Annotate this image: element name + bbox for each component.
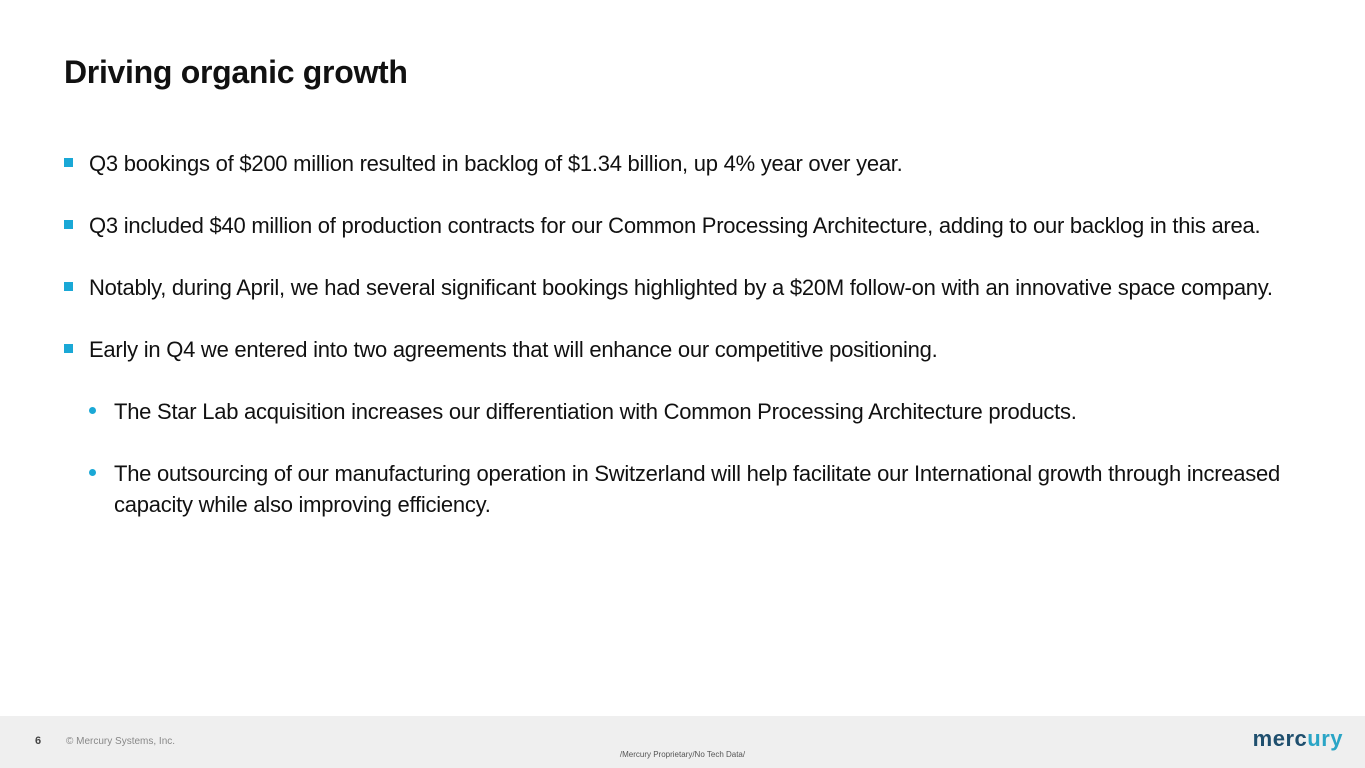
bullet-text: Q3 included $40 million of production contracts for our Common Processing Architecture, adding to our backlog in this area. [89, 213, 1261, 238]
square-bullet-icon [64, 158, 73, 167]
logo-text-part: ury [1307, 726, 1343, 751]
sub-bullet-text: The outsourcing of our manufacturing operation in Switzerland will help facilitate our International growth through increased capacity while also improving efficiency. [114, 461, 1280, 517]
sub-bullet-text: The Star Lab acquisition increases our differentiation with Common Processing Architecture products. [114, 399, 1077, 424]
logo-text-part: merc [1252, 726, 1308, 751]
sub-bullet-item [89, 458, 1304, 520]
bullet-list [64, 148, 1304, 551]
page-number: 6 [35, 735, 42, 747]
dot-bullet-icon [89, 469, 96, 476]
footer-bar [0, 716, 1365, 768]
bullet-text: Q3 bookings of $200 million resulted in backlog of $1.34 billion, up 4% year over year. [89, 151, 903, 176]
bullet-text: Notably, during April, we had several significant bookings highlighted by a $20M follow-on with an innovative space company. [89, 275, 1273, 300]
square-bullet-icon [64, 282, 73, 291]
copyright-notice: © Mercury Systems, Inc. [66, 736, 176, 747]
bullet-text: Early in Q4 we entered into two agreements that will enhance our competitive positioning. [89, 337, 938, 362]
bullet-item [64, 272, 1304, 303]
bullet-item [64, 148, 1304, 179]
dot-bullet-icon [89, 407, 96, 414]
bullet-item [64, 334, 1304, 365]
bullet-item [64, 210, 1304, 241]
slide-title: Driving organic growth [64, 54, 408, 90]
mercury-logo [1253, 726, 1343, 752]
square-bullet-icon [64, 344, 73, 353]
square-bullet-icon [64, 220, 73, 229]
classification-label: /Mercury Proprietary/No Tech Data/ [619, 750, 746, 759]
sub-bullet-item [89, 396, 1304, 427]
